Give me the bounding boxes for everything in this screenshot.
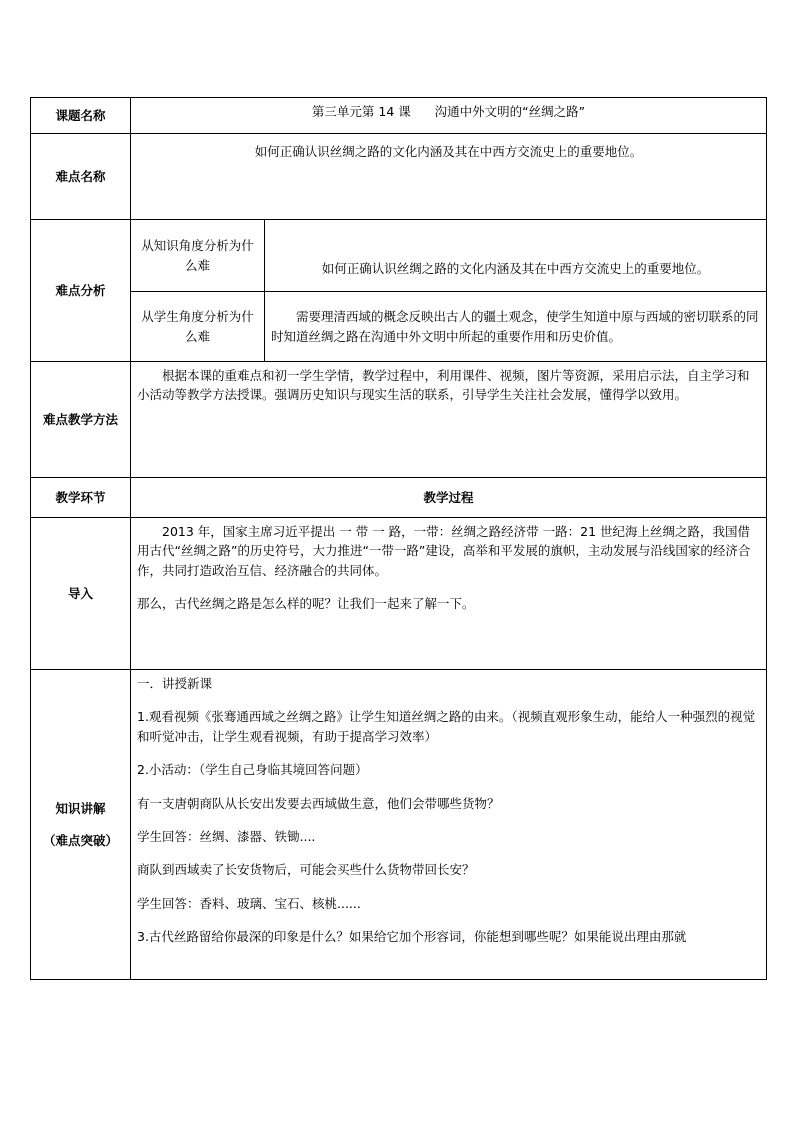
difficulty-analysis-label: 难点分析 — [31, 220, 131, 362]
title-value: 第三单元第 14 课 沟通中外文明的“丝绸之路” — [131, 98, 767, 134]
process-header-row — [31, 478, 767, 518]
intro-paragraph-1: 2013 年，国家主席习近平提出 一 带 一 路，一带：丝绸之路经济带 一路：21 世纪海上丝绸之路，我国借用古代“丝绸之路”的历史符号，大力推进“一带一路”建设，高举和平发展的旗帜，主动发展与沿线国家的经济合作，共同打造政治互信、经济融合的共同体。 — [137, 524, 751, 578]
student-angle-value: 需要理清西域的概念反映出古人的疆土观念，使学生知道中原与西域的密切联系的同时知道丝绸之路在沟通中外文明中所起的重要作用和历史价值。 — [265, 292, 767, 362]
knowledge-answer-2: 学生回答：香料、玻璃、宝石、核桃...... — [137, 895, 361, 911]
intro-label: 导入 — [31, 518, 131, 670]
difficulty-name-row — [31, 134, 767, 220]
knowledge-item-3: 3.古代丝路留给你最深的印象是什么？如果给它加个形容词，你能想到哪些呢？如果能说出理由那就 — [137, 929, 687, 944]
knowledge-angle-label: 从知识角度分析为什么难 — [131, 220, 265, 292]
student-angle-label: 从学生角度分析为什么难 — [131, 292, 265, 362]
teaching-method-label: 难点教学方法 — [31, 362, 131, 478]
intro-paragraph-2: 那么，古代丝绸之路是怎么样的呢？让我们一起来了解一下。 — [137, 596, 475, 612]
knowledge-label-cell — [31, 670, 131, 980]
knowledge-item-2: 2.小活动：（学生自己身临其境回答问题） — [137, 762, 368, 778]
knowledge-question-1: 有一支唐朝商队从长安出发要去西域做生意，他们会带哪些货物？ — [137, 795, 500, 811]
knowledge-heading: 一．讲授新课 — [137, 676, 213, 691]
knowledge-item-1: 1.观看视频《张骞通西域之丝绸之路》让学生知道丝绸之路的由来。（视频直观形象生动，能给人一种强烈的视觉和听觉冲击，让学生观看视频，有助于提高学习效率） — [137, 709, 756, 744]
knowledge-answer-1: 学生回答：丝绸、漆器、铁锄.... — [137, 828, 316, 844]
knowledge-sublabel: （难点突破） — [42, 832, 118, 848]
teaching-method-row — [31, 362, 767, 478]
process-header-right: 教学过程 — [131, 478, 767, 518]
teaching-method-value: 根据本课的重难点和初一学生学情，教学过程中，利用课件、视频，图片等资源，采用启示法，自主学习和小活动等教学方法授课。强调历史知识与现实生活的联系，引导学生关注社会发展，懂得学以致用。 — [131, 362, 767, 478]
title-row — [31, 98, 767, 134]
knowledge-row — [31, 670, 767, 980]
difficulty-name-label: 难点名称 — [31, 134, 131, 220]
knowledge-angle-value: 如何正确认识丝绸之路的文化内涵及其在中西方交流史上的重要地位。 — [265, 220, 767, 292]
difficulty-name-value: 如何正确认识丝绸之路的文化内涵及其在中西方交流史上的重要地位。 — [131, 134, 767, 220]
difficulty-analysis-row-knowledge — [31, 220, 767, 292]
process-header-left: 教学环节 — [31, 478, 131, 518]
knowledge-question-2: 商队到西域卖了长安货物后，可能会买些什么货物带回长安？ — [137, 862, 475, 878]
lesson-plan-table — [30, 97, 767, 980]
intro-row — [31, 518, 767, 670]
difficulty-analysis-row-student — [31, 292, 767, 362]
knowledge-label: 知识讲解 — [55, 801, 106, 817]
title-label: 课题名称 — [31, 98, 131, 134]
